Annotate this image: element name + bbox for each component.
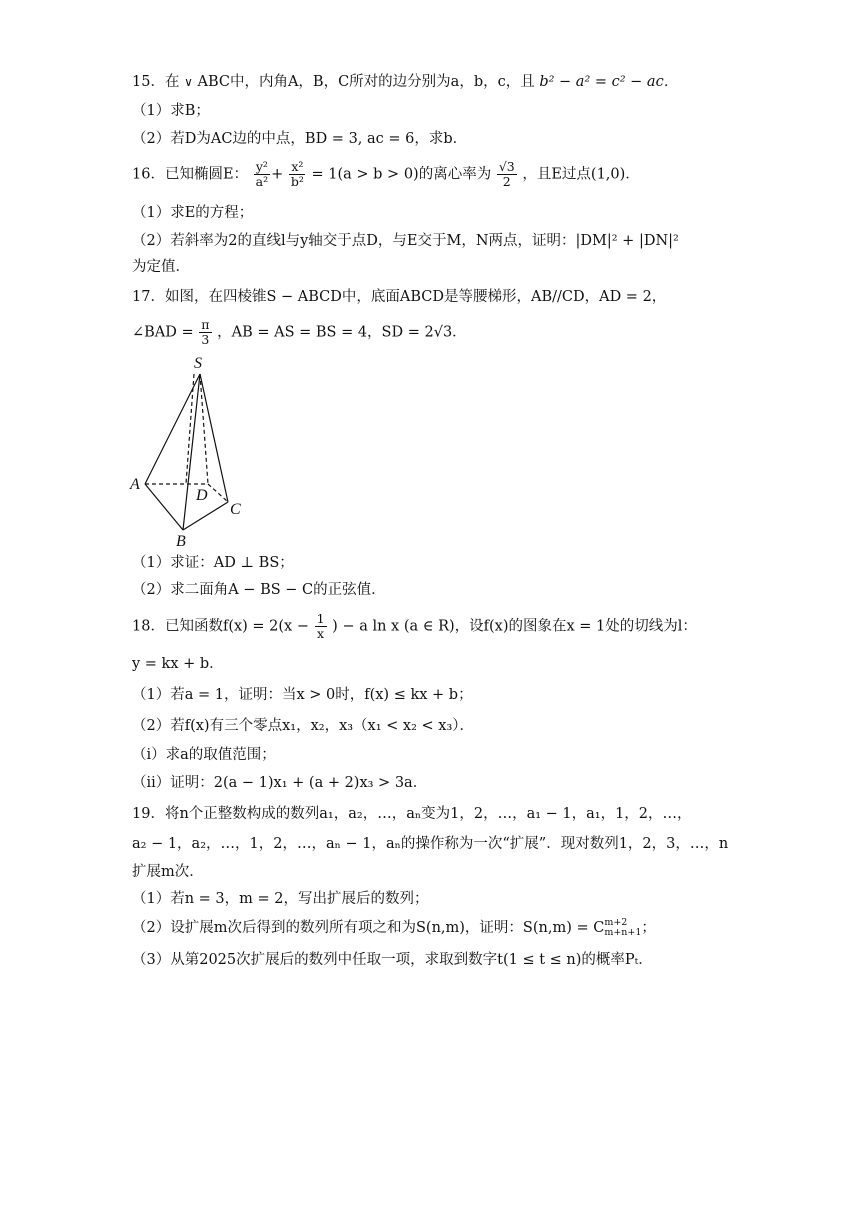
edge-SB [183, 374, 200, 530]
q19-stem-3: 扩展m次． [132, 864, 204, 880]
q19-part3: （3）从第2025次扩展后的数列中任取一项，求取到数字t(1 ≤ t ≤ n)的概率Pₜ． [132, 952, 653, 968]
q16-part2-cont: 为定值． [132, 259, 190, 275]
q18-stem: 18．已知函数f(x) = 2(x − $\frac{1}{x}$ ) − a ln x (a ∈ R)，设f(x)的图象在x = 1处的切线为l： [132, 611, 697, 641]
frac-y2-a2: $\frac{\text{y²}}{\text{a²}}$ [255, 159, 269, 189]
q17-part1: （1）求证：AD ⊥ BS； [132, 555, 294, 571]
q15-stem: 15．在 ∨ ABC中，内角A，B，C所对的边分别为a，b，c，且 b² − a² = c² − ac． [132, 74, 679, 90]
q19-part1: （1）若n = 3，m = 2，写出扩展后的数列； [132, 891, 429, 907]
q17-part2: （2）求二面角A − BS − C的正弦值． [132, 582, 386, 598]
triangle-symbol: ∨ [184, 75, 193, 89]
q19-stem-1: 19．将n个正整数构成的数列a₁，a₂，…，aₙ变为1，2，…，a₁ − 1，a₁，1，2，…， [132, 806, 692, 822]
q17-stem-2: ∠BAD = $\frac{\pi}{3}$ ，AB = AS = BS = 4，SD = 2√3． [132, 317, 467, 347]
frac-sqrt3-2: $\frac{√3}{2}$ [498, 159, 515, 189]
label-C: C [230, 501, 241, 518]
edge-SA [145, 374, 200, 484]
q16-part1: （1）求E的方程； [132, 205, 254, 221]
q19-part2: （2）设扩展m次后得到的数列所有项之和为S(n,m)，证明：S(n,m) = C m+2 m+n+1 ； [132, 917, 656, 938]
label-D: D [196, 487, 208, 504]
combination-indices: m+2 m+n+1 [604, 917, 642, 938]
q16-part2: （2）若斜率为2的直线l与y轴交于点D，与E交于M，N两点，证明：|DM|² + |DN|² [132, 233, 679, 249]
label-S: S [194, 355, 202, 372]
frac-x2-b2: $\frac{\text{x²}}{\text{b²}}$ [290, 159, 304, 189]
q15-part1: （1）求B； [132, 103, 210, 119]
q18-stem-2: y = kx + b． [132, 656, 224, 672]
frac-pi-3: $\frac{\pi}{3}$ [201, 317, 210, 347]
q18-part2-ii: （ii）证明：2(a − 1)x₁ + (a + 2)x₃ > 3a． [132, 775, 428, 791]
q17-stem: 17．如图，在四棱锥S − ABCD中，底面ABCD是等腰梯形，AB//CD，AD = 2， [132, 289, 667, 305]
edge-BC [183, 502, 228, 530]
label-B: B [176, 533, 186, 547]
q18-part2-i: （i）求a的取值范围； [132, 747, 276, 763]
q18-part2: （2）若f(x)有三个零点x₁，x₂，x₃（x₁ < x₂ < x₃）． [132, 718, 475, 734]
q16-stem: 16．已知椭圆E： $\frac{\text{y²}}{\text{a²}}$ + $\frac{\text{x²}}{\text{b²}}$ = 1(a > b > 0)的离心率为 $\frac{√3}{2}$ ，且E过点(1,0)． [132, 159, 640, 189]
frac-1-x: $\frac{1}{x}$ [316, 611, 325, 641]
label-A: A [130, 476, 140, 493]
pyramid-figure [128, 352, 258, 547]
edge-AB [145, 484, 183, 530]
q15-part2: （2）若D为AC边的中点，BD = 3, ac = 6，求b． [132, 131, 468, 147]
q18-part1: （1）若a = 1，证明：当x > 0时，f(x) ≤ kx + b； [132, 687, 473, 703]
q19-stem-2: a₂ − 1，a₂，…，1，2，…，aₙ − 1，aₙ的操作称为一次“扩展”．现对数列1，2，3，…，n [132, 836, 729, 852]
